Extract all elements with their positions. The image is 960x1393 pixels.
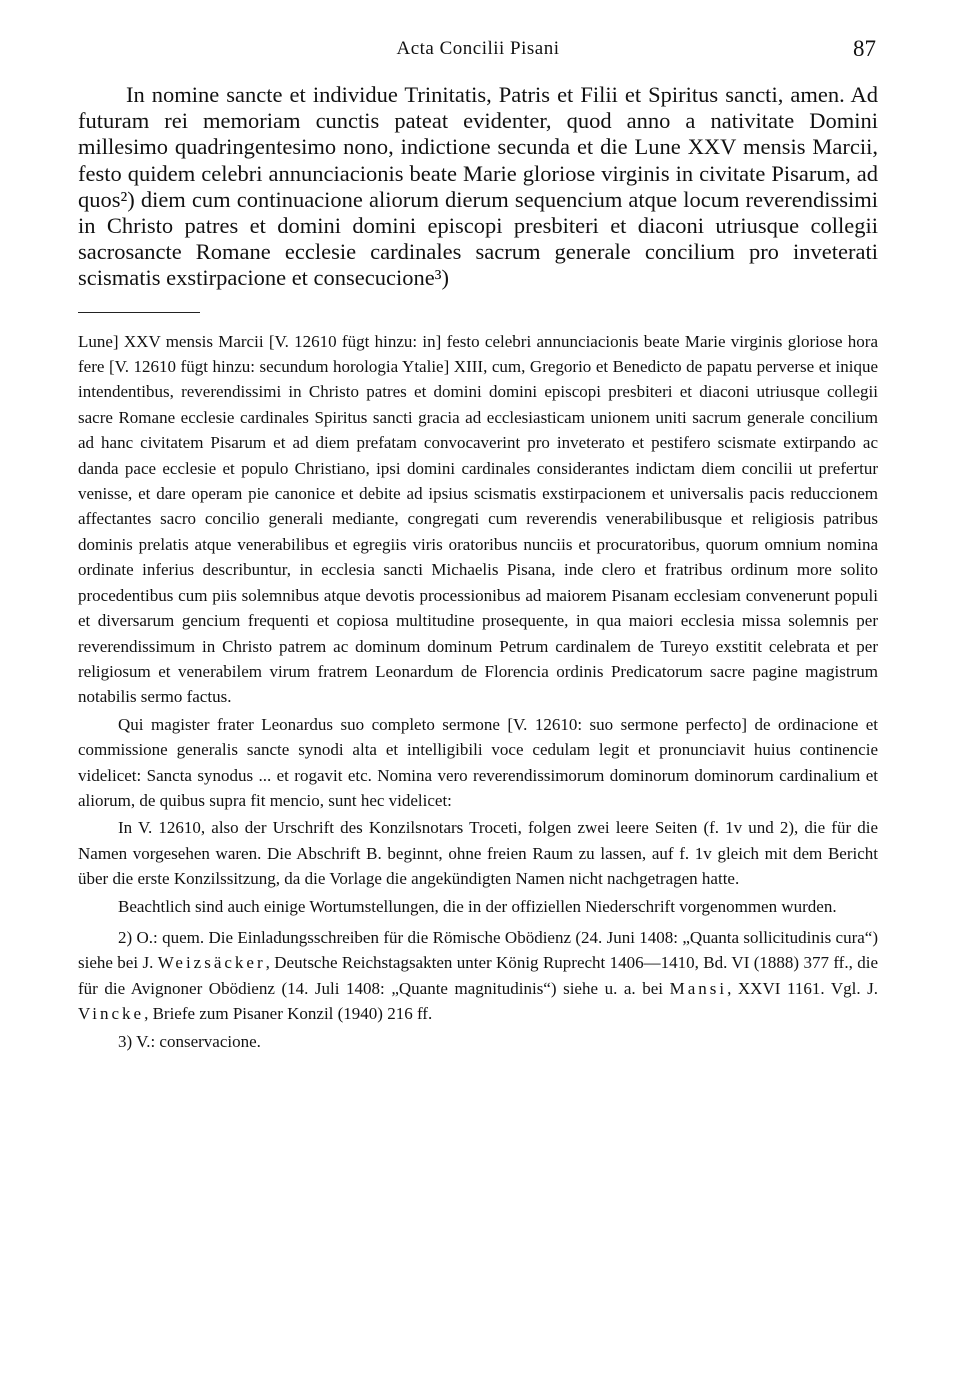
- editor-remark-2: Beachtlich sind auch einige Wortumstellungen, die in der offiziellen Niederschrift vorgenommen wurden.: [118, 896, 837, 916]
- footnote-2: [78, 925, 878, 1027]
- author-name-vincke: Vincke: [78, 1004, 145, 1024]
- variant-note-1: Lune] XXV mensis Marcii [V. 12610 fügt hinzu: in] festo celebri annunciacionis beate Marie virginis gloriose hora fere [V. 12610 fügt hinzu: secundum horologia Ytalie] XIII, cum, Gregorio et Benedicto de papatu perverse et inique intendentibus, reverendissimi in Christo patres et domini domini episcopi presbiteri et diaconi utriusque collegii sacre Romane ecclesie cardinales Spiritus sancti gracia ad ecclesiasticam unionem uniti sacrum generale concilium ad hanc civitatem Pisarum et ad diem prefatam convocaverint pro inveterato et pestifero scismate extirpando ac danda pace ecclesie et populo Christiano, ipsi domini cardinales considerantes indictam diem concilii ut prefertur venisse, et dare operam pie canonice et debite ad ipsius scismatis exstirpacionem et universalis pacis reduccionem affectantes sacro concilio generali mediante, congregati cum reverendis venerabilibusque et religiosis patribus dominis prelatis atque venerabilibus et egregiis viris oratoribus nunciis et procuratoribus, quorum omnium nomina ordinate inferius describuntur, in ecclesia sancti Michaelis Pisana, inde clero et fratribus ordinum more solito procedentibus cum piis solemnibus atque devotis processionibus ad maiorem Pisanam ecclesiam convenerunt populi et diversarum gencium frequenti et copiosa multitudine prosequente, in qua maiori ecclesia missa solemnis per reverendissimum in Christo patrem ac dominum dominum Petrum cardinalem de Tureyo exstitit celebrata et per religiosum et venerabilem virum fratrem Leonardum de Florencia ordinis Predicatorum sacre pagine magistrum notabilis sermo factus.: [78, 331, 878, 707]
- variant-note-2: Qui magister frater Leonardus suo completo sermone [V. 12610: suo sermone perfecto] de ordinacione et commissione generalis sancte synodi alta et intelligibili voce cedulam legit et pronunciavit huius continencie videlicet: Sancta synodus ... et rogavit etc. Nomina vero reverendissimorum dominorum dominorum cardinalium et aliorum, de quibus supra fit mencio, sunt hec videlicet:: [78, 714, 878, 810]
- footnote-2-part-b: , Deutsche Reichstagsakten unter König Ruprecht 1406—1410, Bd. VI (1888) 377 ff., die für die Avignoner Obödienz (14. Juli 1408: „Quante magnitudinis“) siehe u. a. bei: [78, 953, 878, 998]
- editor-remark-1: In V. 12610, also der Urschrift des Konzilsnotars Troceti, folgen zwei leere Seiten (f. 1v und 2), die für die Namen vorgesehen waren. Die Abschrift B. beginnt, ohne freien Raum zu lassen, auf f. 1v gleich mit dem Bericht über die erste Konzilssitzung, da die Vorlage die angekündigten Namen nicht nachgetragen hatte.: [78, 818, 878, 889]
- page-number: 87: [853, 36, 876, 61]
- running-title: Acta Concilii Pisani: [396, 38, 560, 59]
- footnote-3: 3) V.: conservacione.: [118, 1031, 261, 1051]
- main-text: [78, 82, 878, 292]
- footnote-2-part-c: , XXVI 1161. Vgl. J.: [727, 978, 879, 998]
- author-name-weizsaecker: Weizsäcker: [157, 953, 266, 973]
- footnote-rule: [78, 312, 200, 313]
- page: [78, 30, 878, 1056]
- apparatus: [78, 329, 878, 1054]
- running-head: [78, 30, 878, 70]
- main-paragraph: In nomine sancte et individue Trinitatis, Patris et Filii et Spiritus sancti, amen. Ad futuram rei memoriam cunctis pateat evidenter, quod anno a nativitate Domini millesimo quadringentesimo nono, indictione secunda et die Lune XXV mensis Marcii, festo quidem celebri annunciacionis beate Marie gloriose virginis in civitate Pisarum, ad quos²) diem cum continuacione aliorum dierum sequencium atque locum reverendissimi in Christo patres et domini domini episcopi presbiteri et diaconi utriusque collegii sacrosancte Romane ecclesie cardinales sacrum generale concilium pro inveterati scismatis exstirpacione et consecucione³): [78, 82, 878, 291]
- footnote-2-part-a: 2) O.: quem. Die Einladungsschreiben für die Römische Obödienz (24. Juni 1408: „Quanta sollicitudinis cura“) siehe bei J.: [78, 927, 878, 973]
- author-name-mansi: Mansi: [669, 978, 728, 998]
- footnote-2-part-d: , Briefe zum Pisaner Konzil (1940) 216 ff.: [144, 1004, 433, 1024]
